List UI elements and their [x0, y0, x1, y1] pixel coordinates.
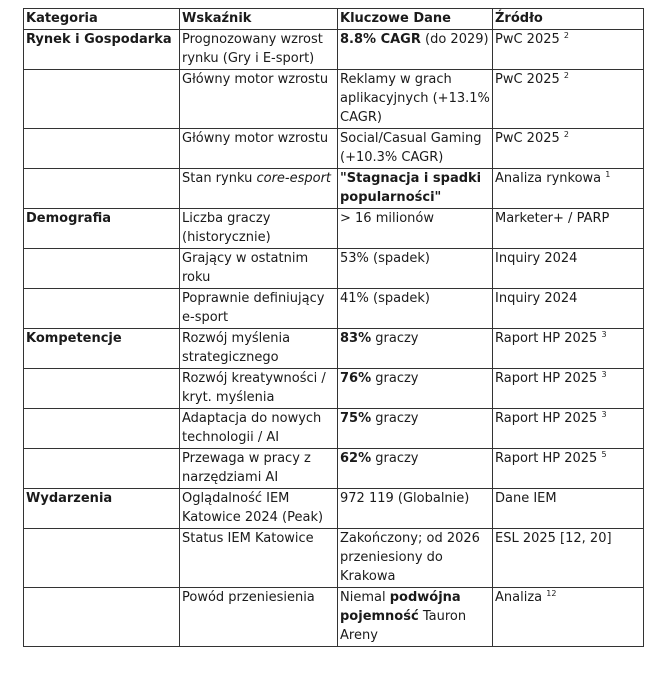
data-rest: graczy [371, 331, 419, 346]
header-zrodlo: Źródło [493, 9, 644, 30]
table-row [24, 169, 644, 209]
indicator-cell: Status IEM Katowice [180, 529, 338, 588]
source-cell: Dane IEM [493, 489, 644, 529]
source-text: Analiza [495, 590, 543, 605]
source-cell [493, 409, 644, 449]
category-cell: Kompetencje [24, 329, 180, 369]
data-cell [338, 30, 493, 70]
category-cell [24, 129, 180, 169]
source-cell [493, 449, 644, 489]
source-text: Raport HP 2025 [495, 331, 598, 346]
data-rest: graczy [371, 451, 419, 466]
header-kategoria: Kategoria [24, 9, 180, 30]
indicator-italic: core-esport [256, 171, 332, 186]
table-row [24, 369, 644, 409]
indicator-cell: Grający w ostatnim roku [180, 249, 338, 289]
category-cell: Demografia [24, 209, 180, 249]
source-text: Analiza rynkowa [495, 171, 602, 186]
source-text: PwC 2025 [495, 131, 560, 146]
data-cell [338, 449, 493, 489]
data-rest: (do 2029) [420, 32, 489, 47]
category-cell [24, 529, 180, 588]
indicator-cell: Prognozowany wzrost rynku (Gry i E-sport) [180, 30, 338, 70]
source-cell: Marketer+ / PARP [493, 209, 644, 249]
table-row [24, 588, 644, 647]
data-cell [338, 369, 493, 409]
data-rest: Tauron Areny [340, 609, 467, 643]
data-bold: 8.8% CAGR [340, 32, 421, 47]
source-text: PwC 2025 [495, 72, 560, 87]
source-cell [493, 588, 644, 647]
indicator-cell: Rozwój kreatywności / kryt. myślenia [180, 369, 338, 409]
data-bold: 83% [340, 331, 372, 346]
indicator-cell [180, 169, 338, 209]
source-text: Raport HP 2025 [495, 451, 598, 466]
category-cell [24, 169, 180, 209]
table-row [24, 129, 644, 169]
source-text: PwC 2025 [495, 32, 560, 47]
indicator-cell: Powód przeniesienia [180, 588, 338, 647]
header-wskaznik: Wskaźnik [180, 9, 338, 30]
source-cell: Inquiry 2024 [493, 249, 644, 289]
data-cell: Social/Casual Gaming (+10.3% CAGR) [338, 129, 493, 169]
table-row [24, 529, 644, 588]
indicator-cell: Rozwój myślenia strategicznego [180, 329, 338, 369]
table-row [24, 409, 644, 449]
indicator-cell: Oglądalność IEM Katowice 2024 (Peak) [180, 489, 338, 529]
table-row [24, 209, 644, 249]
table-row [24, 70, 644, 129]
indicator-cell: Poprawnie definiujący e-sport [180, 289, 338, 329]
category-cell: Wydarzenia [24, 489, 180, 529]
category-cell [24, 369, 180, 409]
source-text: Raport HP 2025 [495, 411, 598, 426]
footnote-ref: 5 [601, 450, 607, 459]
data-cell [338, 409, 493, 449]
footnote-ref: 12 [546, 589, 557, 598]
category-cell: Rynek i Gospodarka [24, 30, 180, 70]
footnote-ref: 3 [601, 410, 607, 419]
header-row [24, 9, 644, 30]
source-cell [493, 369, 644, 409]
data-cell: Zakończony; od 2026 przeniesiony do Krakowa [338, 529, 493, 588]
data-cell: Reklamy w grach aplikacyjnych (+13.1% CAGR) [338, 70, 493, 129]
source-cell: ESL 2025 [12, 20] [493, 529, 644, 588]
source-cell: Inquiry 2024 [493, 289, 644, 329]
data-table [23, 8, 644, 647]
source-cell [493, 129, 644, 169]
table-row [24, 249, 644, 289]
data-rest: graczy [371, 371, 419, 386]
category-cell [24, 409, 180, 449]
source-cell [493, 169, 644, 209]
data-rest: graczy [371, 411, 419, 426]
indicator-cell: Główny motor wzrostu [180, 70, 338, 129]
indicator-cell: Adaptacja do nowych technologii / AI [180, 409, 338, 449]
category-cell [24, 70, 180, 129]
table-row [24, 30, 644, 70]
data-bold: 62% [340, 451, 372, 466]
table-row [24, 289, 644, 329]
data-cell [338, 169, 493, 209]
data-cell: > 16 milionów [338, 209, 493, 249]
data-bold: 75% [340, 411, 372, 426]
footnote-ref: 1 [605, 170, 611, 179]
data-pre: Niemal [340, 590, 390, 605]
footnote-ref: 3 [601, 370, 607, 379]
data-cell: 53% (spadek) [338, 249, 493, 289]
category-cell [24, 289, 180, 329]
data-cell [338, 588, 493, 647]
source-cell [493, 70, 644, 129]
table-row [24, 329, 644, 369]
footnote-ref: 2 [563, 130, 569, 139]
category-cell [24, 449, 180, 489]
indicator-cell: Główny motor wzrostu [180, 129, 338, 169]
category-cell [24, 249, 180, 289]
indicator-cell: Przewaga w pracy z narzędziami AI [180, 449, 338, 489]
category-cell [24, 588, 180, 647]
footnote-ref: 3 [601, 330, 607, 339]
source-text: Raport HP 2025 [495, 371, 598, 386]
table-row [24, 449, 644, 489]
data-cell: 41% (spadek) [338, 289, 493, 329]
data-bold: "Stagnacja i spadki popularności" [340, 171, 482, 205]
footnote-ref: 2 [563, 71, 569, 80]
source-cell [493, 30, 644, 70]
indicator-cell: Liczba graczy (historycznie) [180, 209, 338, 249]
data-bold: 76% [340, 371, 372, 386]
table-row [24, 489, 644, 529]
data-bold: podwójna pojemność [340, 590, 461, 624]
footnote-ref: 2 [563, 31, 569, 40]
header-kluczowe-dane: Kluczowe Dane [338, 9, 493, 30]
data-cell: 972 119 (Globalnie) [338, 489, 493, 529]
data-cell [338, 329, 493, 369]
source-cell [493, 329, 644, 369]
indicator-text: Stan rynku [182, 171, 257, 186]
